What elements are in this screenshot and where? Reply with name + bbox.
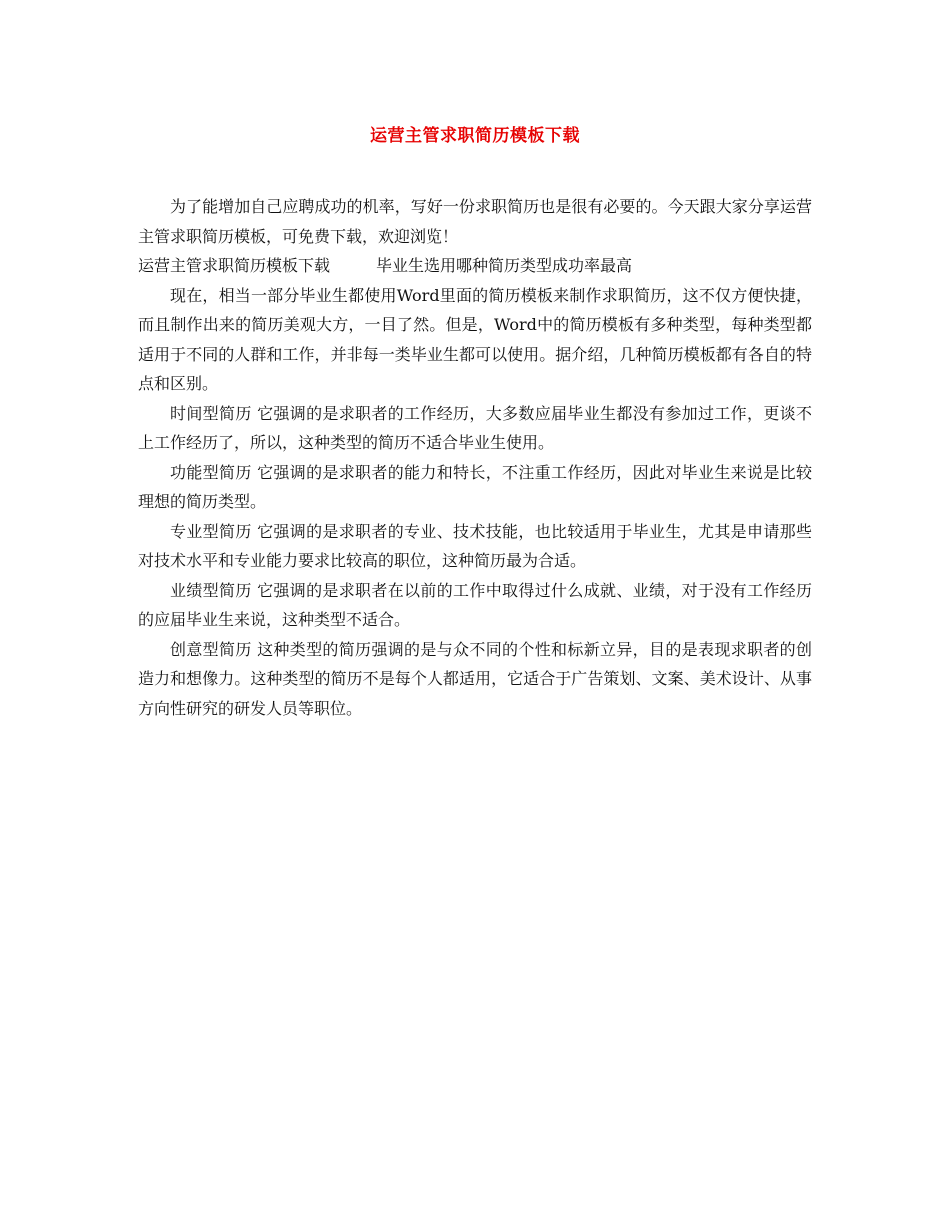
body-paragraph-achievement: 业绩型简历 它强调的是求职者在以前的工作中取得过什么成就、业绩，对于没有工作经历的应届毕业生来说，这种类型不适合。 bbox=[138, 580, 812, 629]
related-link-left[interactable]: 运营主管求职简历模板下载 bbox=[138, 256, 331, 275]
document-title: 运营主管求职简历模板下载 bbox=[370, 126, 580, 146]
related-links-line bbox=[138, 251, 812, 281]
body-paragraph-functional: 功能型简历 它强调的是求职者的能力和特长，不注重工作经历，因此对毕业生来说是比较理想的简历类型。 bbox=[138, 462, 812, 511]
related-link-right[interactable]: 毕业生选用哪种简历类型成功率最高 bbox=[376, 256, 633, 275]
body-paragraph-overview: 现在，相当一部分毕业生都使用Word里面的简历模板来制作求职简历，这不仅方便快捷，而且制作出来的简历美观大方，一目了然。但是，Word中的简历模板有多种类型，每种类型都适用于不同的人群和工作，并非每一类毕业生都可以使用。据介绍，几种简历模板都有各自的特点和区别。 bbox=[138, 285, 812, 393]
body-paragraph-creative: 创意型简历 这种类型的简历强调的是与众不同的个性和标新立异，目的是表现求职者的创造力和想像力。这种类型的简历不是每个人都适用，它适合于广告策划、文案、美术设计、从事方向性研究的研发人员等职位。 bbox=[138, 639, 812, 718]
document-body bbox=[138, 192, 812, 723]
body-paragraph-professional: 专业型简历 它强调的是求职者的专业、技术技能，也比较适用于毕业生，尤其是申请那些对技术水平和专业能力要求比较高的职位，这种简历最为合适。 bbox=[138, 521, 812, 570]
intro-paragraph: 为了能增加自己应聘成功的机率，写好一份求职简历也是很有必要的。今天跟大家分享运营主管求职简历模板，可免费下载，欢迎浏览！ bbox=[138, 197, 812, 246]
body-paragraph-chronological: 时间型简历 它强调的是求职者的工作经历，大多数应届毕业生都没有参加过工作，更谈不上工作经历了，所以，这种类型的简历不适合毕业生使用。 bbox=[138, 403, 812, 452]
